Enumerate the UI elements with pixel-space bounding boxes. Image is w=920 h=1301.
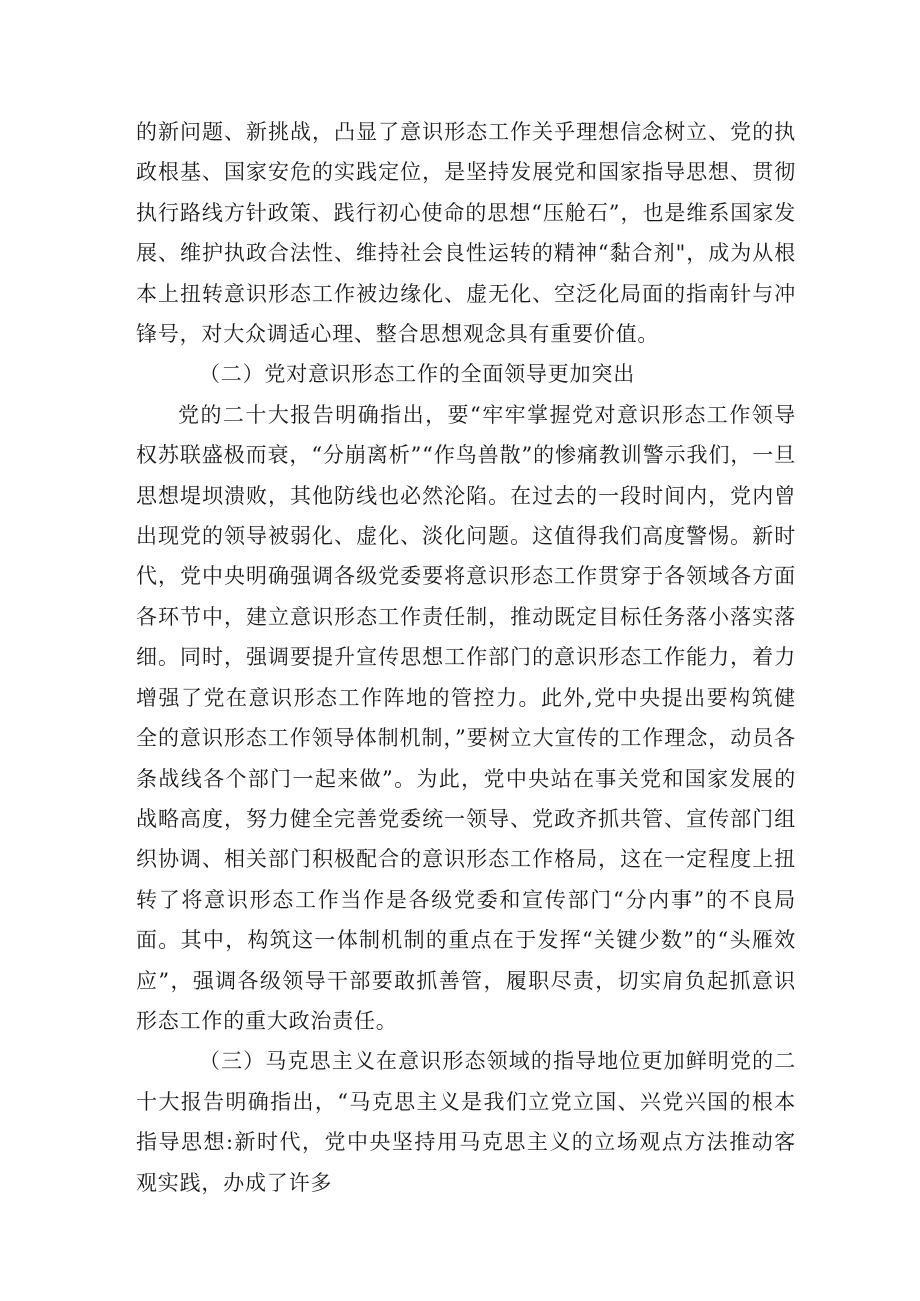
section-heading-3-paragraph: （三）马克思主义在意识形态领域的指导地位更加鲜明党的二十大报告明确指出，“马克思主义是我们立党立国、兴党兴国的根本指导思想:新时代，党中央坚持用马克思主义的立场观点方法推动客观实践，办成了许多 bbox=[136, 1049, 796, 1195]
document-body bbox=[136, 112, 796, 1203]
paragraph-party-leadership: 党的二十大报告明确指出，要“牢牢掌握党对意识形态工作领导权苏联盛极而衰，“分崩离析”“作鸟兽散”的惨痛教训警示我们，一旦思想堤坝溃败，其他防线也必然沦陷。在过去的一段时间内，党内曾出现党的领导被弱化、虚化、淡化问题。这值得我们高度警惕。新时代，党中央明确强调各级党委要将意识形态工作贯穿于各领域各方面各环节中，建立意识形态工作责任制，推动既定目标任务落小落实落细。同时，强调要提升宣传思想工作部门的意识形态工作能力，着力增强了党在意识形态工作阵地的管控力。此外,党中央提出要构筑健全的意识形态工作领导体制机制，”要树立大宣传的工作理念，动员各条战线各个部门一起来做”。为此，党中央站在事关党和国家发展的战略高度，努力健全完善党委统一领导、党政齐抓共管、宣传部门组织协调、相关部门积极配合的意识形态工作格局，这在一定程度上扭转了将意识形态工作当作是各级党委和宣传部门“分内事”的不良局面。其中，构筑这一体制机制的重点在于发挥“关键少数”的“头雁效应”，强调各级领导干部要敢抓善管，履职尽责，切实肩负起抓意识形态工作的重大政治责任。 bbox=[136, 402, 796, 1033]
paragraph-continuation: 的新问题、新挑战，凸显了意识形态工作关乎理想信念树立、党的执政根基、国家安危的实践定位，是坚持发展党和国家指导思想、贯彻执行路线方针政策、践行初心使命的思想“压舱石”，也是维系国家发展、维护执政合法性、维持社会良性运转的精神“黏合剂"，成为从根本上扭转意识形态工作被边缘化、虚无化、空泛化局面的指南针与冲锋号，对大众调适心理、整合思想观念具有重要价值。 bbox=[136, 120, 796, 347]
section-heading-2: （二）党对意识形态工作的全面领导更加突出 bbox=[199, 362, 635, 387]
